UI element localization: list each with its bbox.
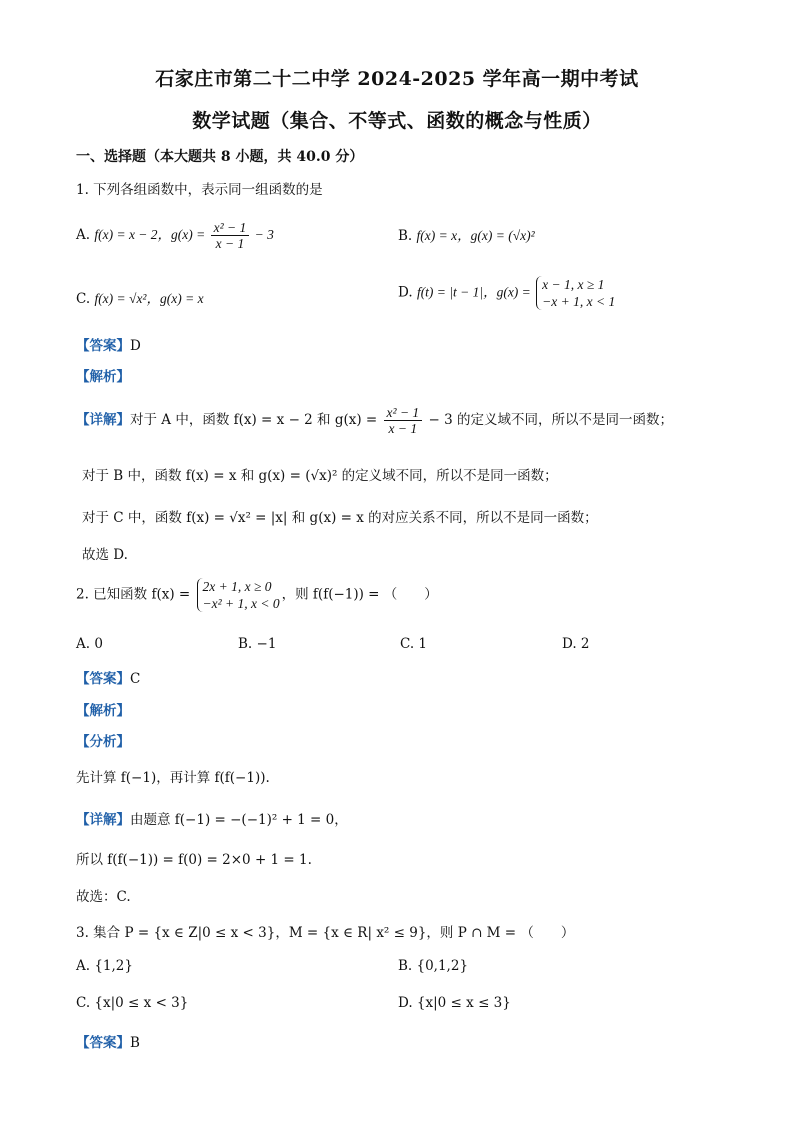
q1-option-a (76, 220, 274, 251)
piecewise-brace (197, 578, 280, 612)
q2-analysis-tag: 【解析】 (76, 703, 130, 719)
q2-so: 所以 f(f(−1)) = f(0) = 2×0 + 1 = 1. (76, 852, 312, 868)
detail-tag: 【详解】 (76, 412, 130, 428)
q2-option-c: C. 1 (400, 636, 428, 652)
answer-tag: 【答案】 (76, 671, 130, 687)
detail-text: 对于 A 中，函数 f(x) = x − 2 和 g(x) = (130, 412, 382, 428)
section-heading: 一、选择题（本大题共 8 小题，共 40.0 分） (76, 149, 364, 165)
q1-option-b (398, 224, 535, 244)
detail-text: 由题意 f(−1) = −(−1)² + 1 = 0， (130, 812, 348, 828)
detail-tag: 【详解】 (76, 812, 130, 828)
case-1: x − 1, x ≥ 1 (542, 277, 605, 292)
q1-option-c (76, 287, 204, 307)
exam-subtitle: 数学试题（集合、不等式、函数的概念与性质） (192, 110, 602, 132)
q2-option-d: D. 2 (562, 636, 590, 652)
q3-answer (76, 1031, 140, 1051)
option-expr: f(x) = x，g(x) = (√x)² (416, 228, 535, 243)
q2-option-b: B. −1 (238, 636, 277, 652)
q2-answer (76, 667, 140, 687)
denominator: x − 1 (388, 421, 418, 436)
detail-text-post: − 3 的定义域不同，所以不是同一函数； (424, 412, 673, 428)
answer-tag: 【答案】 (76, 1035, 130, 1051)
q1-detail-a (76, 405, 673, 436)
option-label: D. (398, 284, 413, 301)
case-2: −x + 1, x < 1 (542, 294, 616, 309)
q2-conclusion: 故选：C. (76, 889, 131, 905)
q3-option-c: C. {x|0 ≤ x < 3} (76, 995, 189, 1011)
q2-stem (76, 578, 438, 612)
option-expr: f(t) = |t − 1|，g(x) = (416, 284, 535, 300)
q3-option-d: D. {x|0 ≤ x ≤ 3} (398, 995, 511, 1011)
q3-option-b: B. {0,1,2} (398, 958, 469, 974)
case-1: 2x + 1, x ≥ 0 (202, 579, 272, 594)
option-tail: − 3 (251, 227, 274, 242)
stem-text: 2. 已知函数 f(x) = (76, 586, 195, 603)
q3-stem: 3. 集合 P = {x ∈ Z|0 ≤ x < 3}，M = {x ∈ R| x² ≤ 9}，则 P ∩ M = （ ） (76, 925, 575, 941)
q3-option-a: A. {1,2} (76, 958, 133, 974)
q1-analysis-tag: 【解析】 (76, 369, 130, 385)
q1-option-d (398, 276, 617, 310)
q1-stem: 1. 下列各组函数中，表示同一组函数的是 (76, 182, 323, 198)
option-expr: f(x) = √x²，g(x) = x (94, 291, 204, 306)
option-label: C. (76, 291, 91, 307)
q2-fenxi-tag: 【分析】 (76, 734, 130, 750)
answer-value: D (130, 338, 141, 354)
option-label: A. (76, 227, 91, 243)
q1-conclusion: 故选 D. (82, 547, 128, 563)
q1-answer (76, 334, 141, 354)
exam-title: 石家庄市第二十二中学 2024-2025 学年高一期中考试 (155, 68, 639, 90)
q2-option-a: A. 0 (76, 636, 103, 652)
option-expr: f(x) = x − 2，g(x) = (94, 227, 209, 242)
answer-value: B (130, 1035, 140, 1051)
case-2: −x² + 1, x < 0 (202, 596, 280, 611)
answer-value: C (130, 671, 141, 687)
piecewise-brace (536, 276, 615, 310)
q2-detail (76, 808, 348, 828)
q1-detail-b: 对于 B 中，函数 f(x) = x 和 g(x) = (√x)² 的定义域不同，所以不是同一函数； (82, 468, 558, 484)
denominator: x − 1 (215, 236, 245, 251)
q2-fenxi: 先计算 f(−1)，再计算 f(f(−1)). (76, 770, 270, 786)
fraction (384, 405, 423, 436)
answer-tag: 【答案】 (76, 338, 130, 354)
option-label: B. (398, 228, 413, 244)
numerator: x² − 1 (384, 405, 423, 421)
stem-text-post: ，则 f(f(−1)) = （ ） (281, 586, 438, 603)
q1-detail-c: 对于 C 中，函数 f(x) = √x² = |x| 和 g(x) = x 的对应关系不同，所以不是同一函数； (82, 510, 598, 526)
fraction (211, 220, 250, 251)
numerator: x² − 1 (211, 220, 250, 236)
